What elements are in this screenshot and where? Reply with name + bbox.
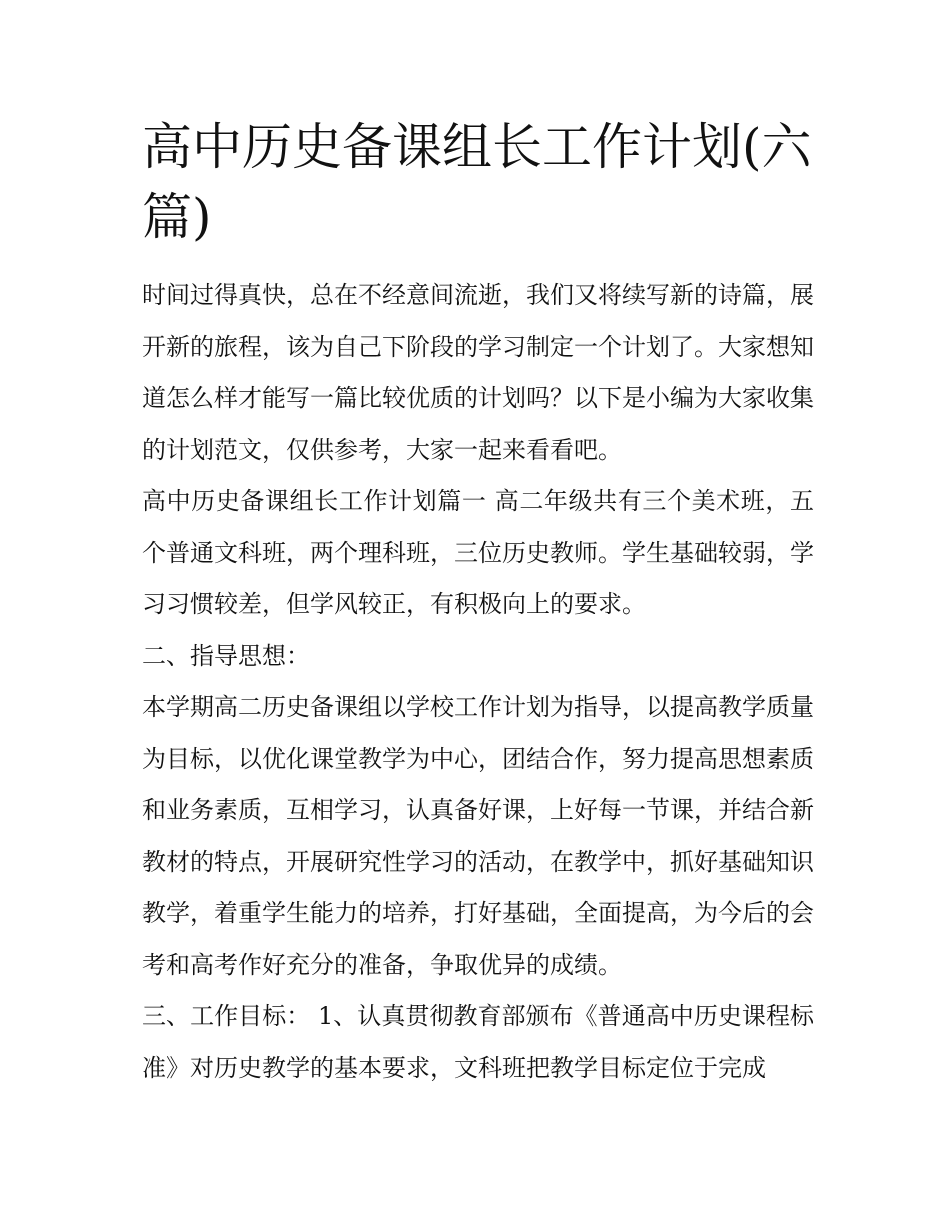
document-body [142,270,814,1094]
paragraph-intro: 时间过得真快，总在不经意间流逝，我们又将续写新的诗篇，展开新的旅程，该为自己下阶段的学习制定一个计划了。大家想知道怎么样才能写一篇比较优质的计划吗？以下是小编为大家收集的计划范文，仅供参考，大家一起来看看吧。 [142,281,814,464]
paragraph-guiding-thought: 本学期高二历史备课组以学校工作计划为指导，以提高教学质量为目标，以优化课堂教学为中心，团结合作，努力提高思想素质和业务素质，互相学习，认真备好课，上好每一节课，并结合新教材的特点，开展研究性学习的活动，在教学中，抓好基础知识教学，着重学生能力的培养，打好基础，全面提高，为今后的会考和高考作好充分的准备，争取优异的成绩。 [142,693,814,979]
document-content [142,112,814,1094]
paragraph-plan-one: 高中历史备课组长工作计划篇一 高二年级共有三个美术班，五个普通文科班，两个理科班，三位历史教师。学生基础较弱，学习习惯较差，但学风较正，有积极向上的要求。 [142,487,814,618]
document-title: 高中历史备课组长工作计划(六篇) [142,118,812,246]
paragraph-heading-guiding-thought: 二、指导思想： [142,641,310,670]
paragraph-work-goals: 三、工作目标： 1、认真贯彻教育部颁布《普通高中历史课程标准》对历史教学的基本要求，文科班把教学目标定位于完成 [142,1002,814,1082]
